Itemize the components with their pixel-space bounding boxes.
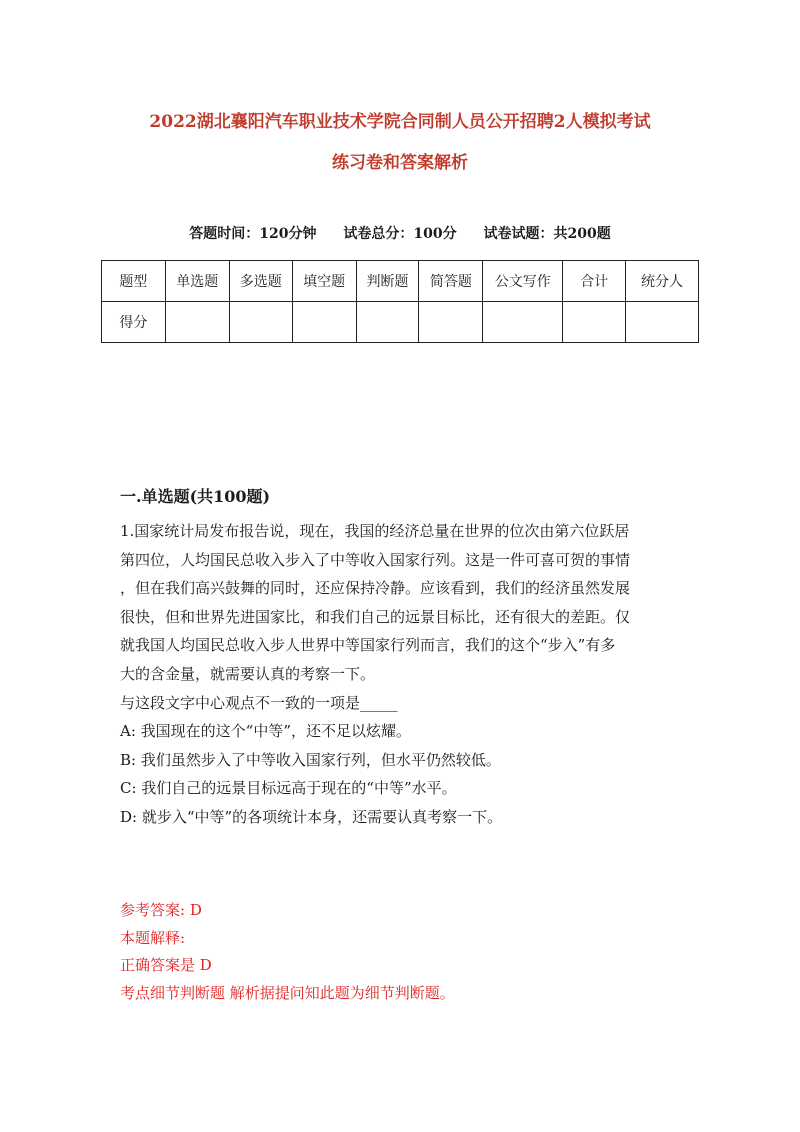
score-table-header-cell: 题型 <box>102 261 166 302</box>
reference-answer: 参考答案: D <box>120 901 202 919</box>
answer-analysis: 考点细节判断题 解析据提问知此题为细节判断题。 <box>120 983 455 1002</box>
score-cell <box>229 302 292 343</box>
score-cell <box>356 302 419 343</box>
score-table-header-row <box>102 261 699 302</box>
question-stem-line: ，但在我们高兴鼓舞的同时，还应保持冷静。应该看到，我们的经济虽然发展 <box>120 579 631 598</box>
question-block <box>120 517 688 832</box>
score-cell <box>626 302 699 343</box>
score-table-score-row <box>102 302 699 343</box>
score-cell <box>419 302 483 343</box>
document-title-line-1: 2022湖北襄阳汽车职业技术学院合同制人员公开招聘2人模拟考试 <box>149 112 651 132</box>
score-cell <box>292 302 356 343</box>
score-table-header-cell: 多选题 <box>229 261 292 302</box>
score-table-header-cell: 合计 <box>563 261 626 302</box>
section-heading: 一.单选题(共100题) <box>120 487 271 506</box>
score-table-header-cell: 填空题 <box>292 261 356 302</box>
score-table-header-cell: 公文写作 <box>483 261 563 302</box>
question-stem-line: 很快，但和世界先进国家比，和我们自己的远景目标比，还有很大的差距。仅 <box>120 607 631 626</box>
exam-question-count: 试卷试题：共200题 <box>483 226 611 242</box>
document-title-line-2: 练习卷和答案解析 <box>332 153 468 173</box>
question-stem-line: 就我国人均国民总收入步人世界中等国家行列而言，我们的这个“步入”有多 <box>120 636 616 655</box>
score-table-header-cell: 判断题 <box>356 261 419 302</box>
option-d: D: 就步入“中等”的各项统计本身，还需要认真考察一下。 <box>120 807 503 826</box>
answer-block <box>120 897 688 1007</box>
score-table-header-cell: 统分人 <box>626 261 699 302</box>
option-c: C: 我们自己的远景目标远高于现在的“中等”水平。 <box>120 779 457 798</box>
question-prompt: 与这段文字中心观点不一致的一项是_____ <box>120 693 398 712</box>
question-stem-line: 1.国家统计局发布报告说，现在，我国的经济总量在世界的位次由第六位跃居 <box>120 522 630 540</box>
question-stem-line: 大的含金量，就需要认真的考察一下。 <box>120 664 376 683</box>
score-row-label: 得分 <box>102 302 166 343</box>
score-cell <box>483 302 563 343</box>
explanation-label: 本题解释: <box>120 928 186 947</box>
score-table-header-cell: 简答题 <box>419 261 483 302</box>
correct-answer: 正确答案是 D <box>120 956 212 974</box>
score-table <box>101 260 699 343</box>
option-b: B: 我们虽然步入了中等收入国家行列，但水平仍然较低。 <box>120 750 501 769</box>
score-cell <box>165 302 229 343</box>
exam-meta <box>0 223 800 243</box>
score-table-header-cell: 单选题 <box>165 261 229 302</box>
question-stem-line: 第四位，人均国民总收入步入了中等收入国家行列。这是一件可喜可贺的事情 <box>120 550 631 569</box>
exam-time: 答题时间：120分钟 <box>189 226 317 242</box>
exam-total-score: 试卷总分：100分 <box>343 226 457 242</box>
option-a: A: 我国现在的这个“中等”，还不足以炫耀。 <box>120 722 411 741</box>
score-cell <box>563 302 626 343</box>
